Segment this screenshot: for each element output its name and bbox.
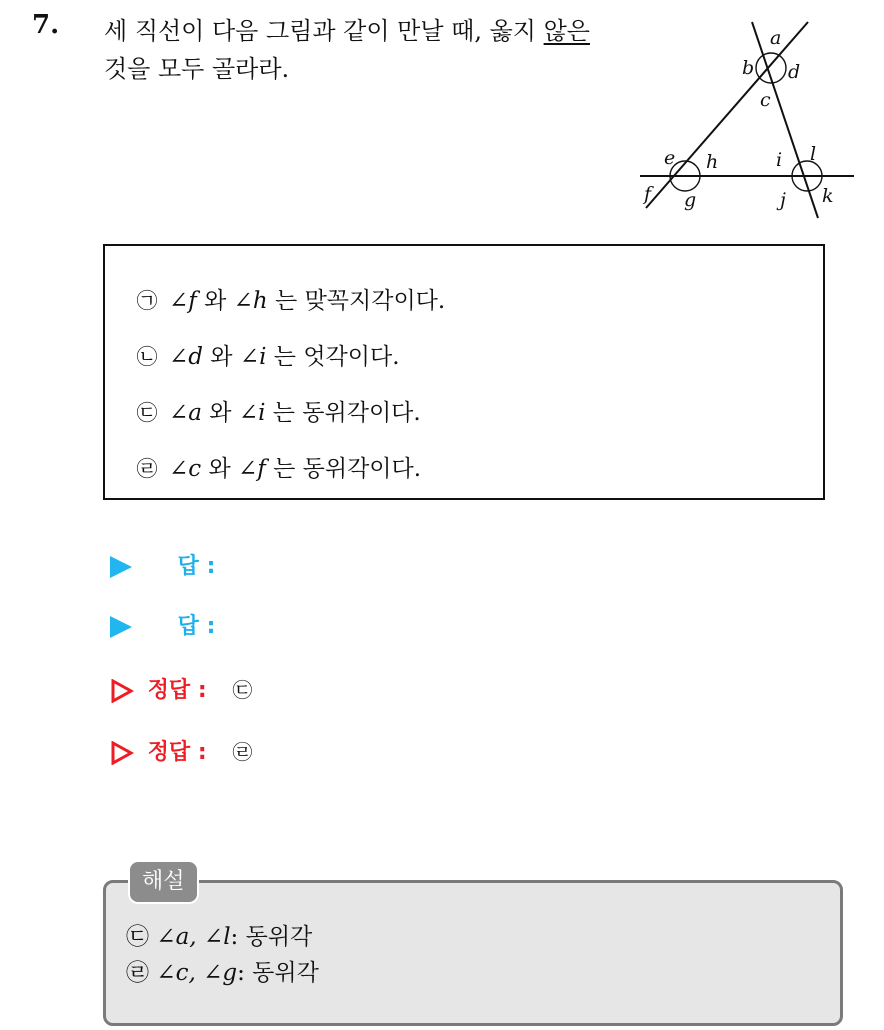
- label-f: f: [644, 183, 652, 205]
- label-k: k: [822, 185, 834, 207]
- label-d: d: [788, 61, 801, 83]
- answer-label: 답 :: [177, 614, 216, 639]
- answer-row: [110, 606, 233, 646]
- label-b: b: [742, 57, 755, 79]
- choice-conj: 와: [201, 456, 238, 482]
- question-number: 7.: [32, 10, 60, 40]
- label-l: l: [810, 143, 817, 165]
- choice-text: 는 엇각이다.: [266, 344, 400, 370]
- answer-arrow-icon: [110, 616, 132, 638]
- explanation-math: ∠a, ∠l: [156, 924, 231, 950]
- explanation-line: [126, 956, 319, 990]
- choice-angle: ∠a: [169, 400, 202, 426]
- choice-item: [135, 284, 445, 318]
- choice-mark: ㉢: [136, 401, 158, 425]
- choice-angle: ∠h: [233, 288, 268, 314]
- question-text-underlined: 않은: [543, 17, 590, 45]
- choices-box: [103, 244, 825, 500]
- choice-text: 는 동위각이다.: [265, 400, 421, 426]
- correct-label: 정답 :: [147, 678, 207, 703]
- question-text-part1: 세 직선이 다음 그림과 같이 만날 때, 옳지: [104, 17, 544, 45]
- label-j: j: [780, 189, 786, 211]
- choice-angle: ∠d: [169, 344, 203, 370]
- label-h: h: [706, 151, 719, 173]
- explanation-mark: ㉢: [126, 924, 149, 950]
- choice-angle: ∠f: [169, 288, 197, 314]
- label-a: a: [770, 27, 782, 49]
- choice-conj: 와: [203, 344, 240, 370]
- choice-text: 는 동위각이다.: [265, 456, 422, 482]
- choice-mark: ㉣: [136, 457, 158, 481]
- label-i: i: [776, 149, 783, 171]
- choice-item: [135, 452, 421, 486]
- choice-mark: ㉠: [136, 289, 158, 313]
- choice-angle: ∠i: [238, 400, 266, 426]
- correct-arrow-icon: [110, 679, 134, 703]
- question-text: [104, 12, 634, 88]
- explanation-line: [126, 920, 312, 954]
- correct-value: ㉢: [232, 678, 253, 702]
- choice-item: [135, 396, 421, 430]
- choice-angle: ∠i: [239, 344, 267, 370]
- three-lines-diagram: [630, 8, 870, 228]
- choice-angle: ∠f: [238, 456, 266, 482]
- correct-value: ㉣: [232, 740, 253, 764]
- answer-arrow-icon: [110, 556, 132, 578]
- correct-label: 정답 :: [147, 740, 207, 765]
- explanation-text: : 동위각: [230, 924, 313, 950]
- explanation-mark: ㉣: [126, 960, 149, 986]
- choice-conj: 와: [201, 400, 239, 426]
- answer-row: [110, 546, 233, 586]
- choice-item: [135, 340, 400, 374]
- label-g: g: [684, 189, 697, 211]
- correct-answer-row: [110, 732, 252, 772]
- answer-label: 답 :: [177, 554, 216, 579]
- choice-text: 는 맞꼭지각이다.: [267, 288, 446, 314]
- choice-mark: ㉡: [136, 345, 158, 369]
- label-c: c: [760, 89, 771, 111]
- choice-conj: 와: [196, 288, 234, 314]
- explanation-text: : 동위각: [237, 960, 319, 986]
- correct-answer-row: [110, 670, 252, 710]
- question-text-part2: 것을 모두 골라라.: [104, 55, 290, 83]
- explanation-math: ∠c, ∠g: [156, 960, 238, 986]
- explanation-tag: 해설: [128, 860, 199, 904]
- label-e: e: [664, 147, 676, 169]
- correct-arrow-icon: [110, 741, 134, 765]
- choice-angle: ∠c: [169, 456, 202, 482]
